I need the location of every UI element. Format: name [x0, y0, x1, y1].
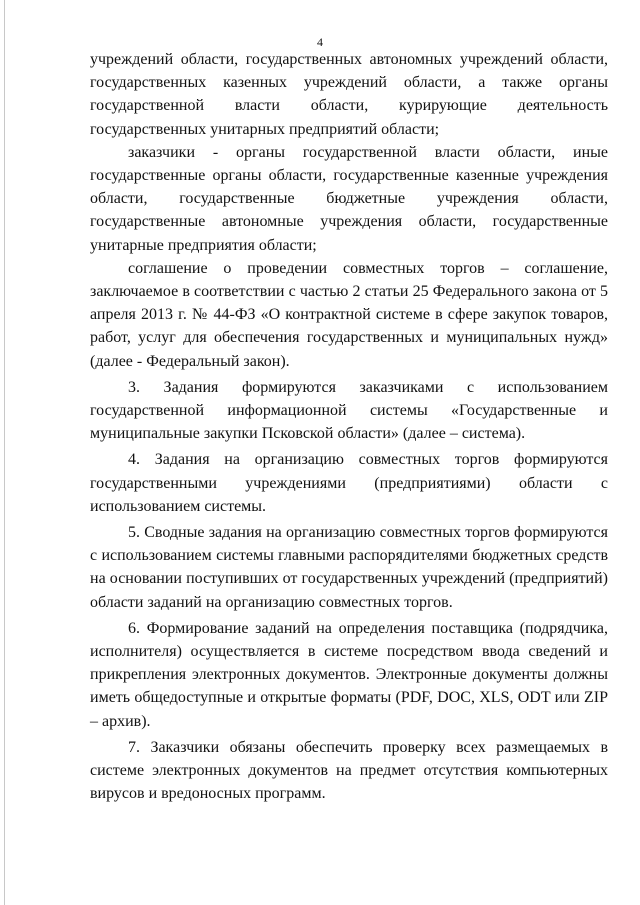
paragraph-item-3: 3. Задания формируются заказчиками с использованием государственной информационной системы «Государственные и муниципальные закупки Псковской области» (далее – система).: [90, 378, 608, 443]
paragraph-item-5: 5. Сводные задания на организацию совместных торгов формируются с использованием системы главными распорядителями бюджетных средств на основании поступивших от государственных учреждений (предприятий) области заданий на организацию совместных торгов.: [90, 524, 608, 611]
paragraph-continuation: учреждений области, государственных автономных учреждений области, государственных казенных учреждений области, а также органы государственной власти области, курирующие деятельность государственных унитарных предприятий области;: [90, 51, 608, 138]
page-number: 4: [317, 35, 323, 49]
scan-edge-line: [4, 0, 5, 905]
paragraph-definition-customers: заказчики - органы государственной власти области, иные государственные органы области, государственные казенные учреждения области, государственные бюджетные учреждения области, государственные автономные учреждения области, государственные унитарные предприятия области;: [90, 143, 608, 254]
document-body: [90, 48, 608, 806]
paragraph-item-6: 6. Формирование заданий на определения поставщика (подрядчика, исполнителя) осуществляется в системе посредством ввода сведений и прикрепления электронных документов. Электронные документы должны иметь общедоступные и открытые форматы (PDF, DOC, XLS, ODT или ZIP – архив).: [90, 619, 608, 730]
paragraph-definition-agreement: соглашение о проведении совместных торгов – соглашение, заключаемое в соответствии с частью 2 статьи 25 Федерального закона от 5 апреля 2013 г. № 44-ФЗ «О контрактной системе в сфере закупок товаров, работ, услуг для обеспечения государственных и муниципальных нужд» (далее - Федеральный закон).: [90, 259, 608, 370]
paragraph-item-4: 4. Задания на организацию совместных торгов формируются государственными учреждениями (предприятиями) области с использованием системы.: [90, 451, 608, 515]
paragraph-item-7: 7. Заказчики обязаны обеспечить проверку всех размещаемых в системе электронных документов на предмет отсутствия компьютерных вирусов и вредоносных программ.: [90, 738, 608, 803]
